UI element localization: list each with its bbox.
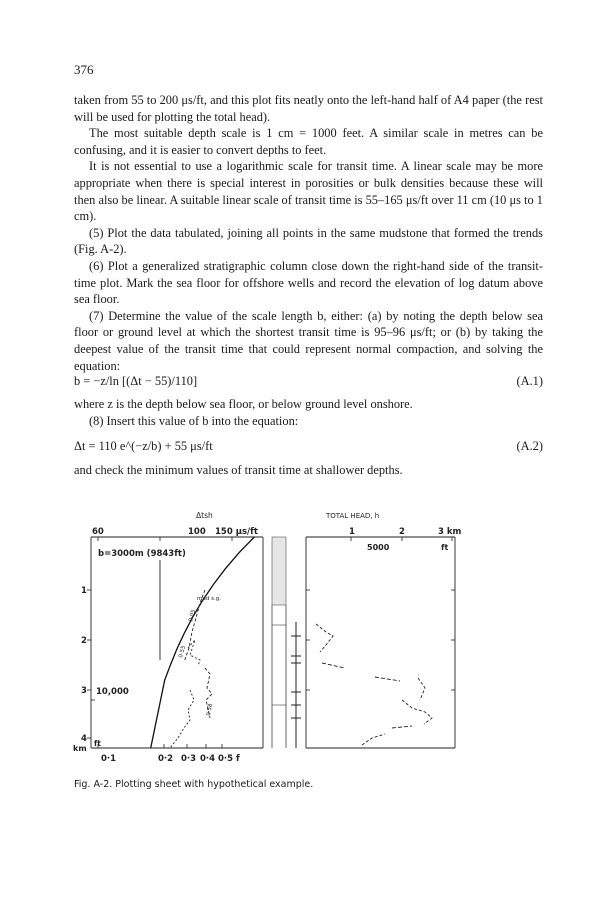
equation-text: b = −z/ln [(Δt − 55)/110] [74, 374, 198, 388]
right-panel [306, 512, 462, 748]
equation-label: (A.1) [516, 374, 543, 388]
depth-tick-label: 3 [81, 686, 87, 696]
paragraph: (5) Plot the data tabulated, joining all points in the same mudstone that formed the trends (Fig. A-2). [74, 225, 543, 257]
head-series [392, 726, 412, 728]
data-series [170, 690, 194, 748]
top-tick-label: 1 [349, 527, 355, 537]
top-tick-label: 3 km [438, 527, 462, 537]
bottom-tick-label: 0·1 [101, 754, 117, 764]
feet-unit: ft [441, 543, 449, 552]
bottom-tick-label: 0·5 f [218, 754, 240, 764]
top-tick-label: 100 [188, 527, 206, 537]
paragraph: and check the minimum values of transit time at shallower depths. [74, 463, 403, 477]
paragraph: (6) Plot a generalized stratigraphic column close down the right-hand side of the transit-time plot. Mark the sea floor for offshore wells and record the elevation of log datum above sea floor. [74, 258, 543, 307]
bottom-tick-label: 0·3 [181, 754, 197, 764]
head-series [316, 624, 333, 652]
paragraph: where z is the depth below sea floor, or below ground level onshore. [74, 397, 413, 411]
feet-unit: ft [94, 739, 101, 748]
feet-label: 10,000 [96, 687, 129, 697]
page-number: 376 [74, 62, 94, 77]
paragraph: It is not essential to use a logarithmic scale for transit time. A linear scale may be more appropriate when there is special interest in porosities or bulk densities because these will then also be linear. A suitable linear scale of transit time is 55–165 μs/ft over 11 cm (10 μs to 1 cm). [74, 159, 543, 224]
paragraph: (7) Determine the value of the scale length b, either: (a) by noting the depth below sea floor or ground level at which the shortest transit time is 95–96 μs/ft; or (b) by taking the deepest value of the transit time that could represent normal compaction, and solving the equation: [74, 308, 543, 373]
bottom-tick-label: 0·2 [158, 754, 174, 764]
panel-title: TOTAL HEAD, h [326, 512, 380, 520]
figure-caption: Fig. A-2. Plotting sheet with hypothetical example. [74, 779, 314, 790]
feet-tick-label: 5000 [367, 543, 390, 552]
depth-tick-label: 1 [81, 586, 87, 596]
head-series [322, 663, 345, 668]
equation-text: Δt = 110 e^(−z/b) + 55 μs/ft [74, 439, 213, 453]
left-panel [73, 511, 263, 764]
column-unit-upper [272, 537, 286, 605]
bottom-tick-label: 0·4 [200, 754, 216, 764]
depth-unit: km [73, 744, 87, 753]
head-series [375, 677, 400, 681]
top-tick-label: 2 [399, 527, 405, 537]
depth-tick-label: 2 [81, 636, 87, 646]
head-series [418, 678, 425, 700]
top-tick-label: 60 [92, 527, 104, 537]
stratigraphic-column [272, 537, 301, 748]
curve-label: 0·58 [206, 703, 215, 717]
depth-tick-label: 4 [81, 734, 87, 744]
paragraph: (8) Insert this value of b into the equation: [89, 413, 299, 428]
curve-label: 0·05 [188, 609, 198, 623]
curve-label: mud s.g. [197, 596, 221, 602]
trend-curve [151, 537, 255, 748]
annotation: b=3000m (9843ft) [98, 549, 186, 559]
paragraph: taken from 55 to 200 μs/ft, and this plot fits neatly onto the left-hand half of A4 paper (the rest will be used for plotting the total head). [74, 93, 543, 124]
top-tick-label: 150 μs/ft [215, 527, 258, 537]
head-series [362, 734, 385, 745]
panel-title: Δtsh [196, 511, 213, 520]
equation-label: (A.2) [516, 439, 543, 453]
head-series [402, 700, 432, 724]
paragraph: The most suitable depth scale is 1 cm = 1000 feet. A similar scale in metres can be confusing, and it is easier to convert depths to feet. [74, 126, 543, 157]
curve-label: 0·55 [178, 645, 188, 659]
